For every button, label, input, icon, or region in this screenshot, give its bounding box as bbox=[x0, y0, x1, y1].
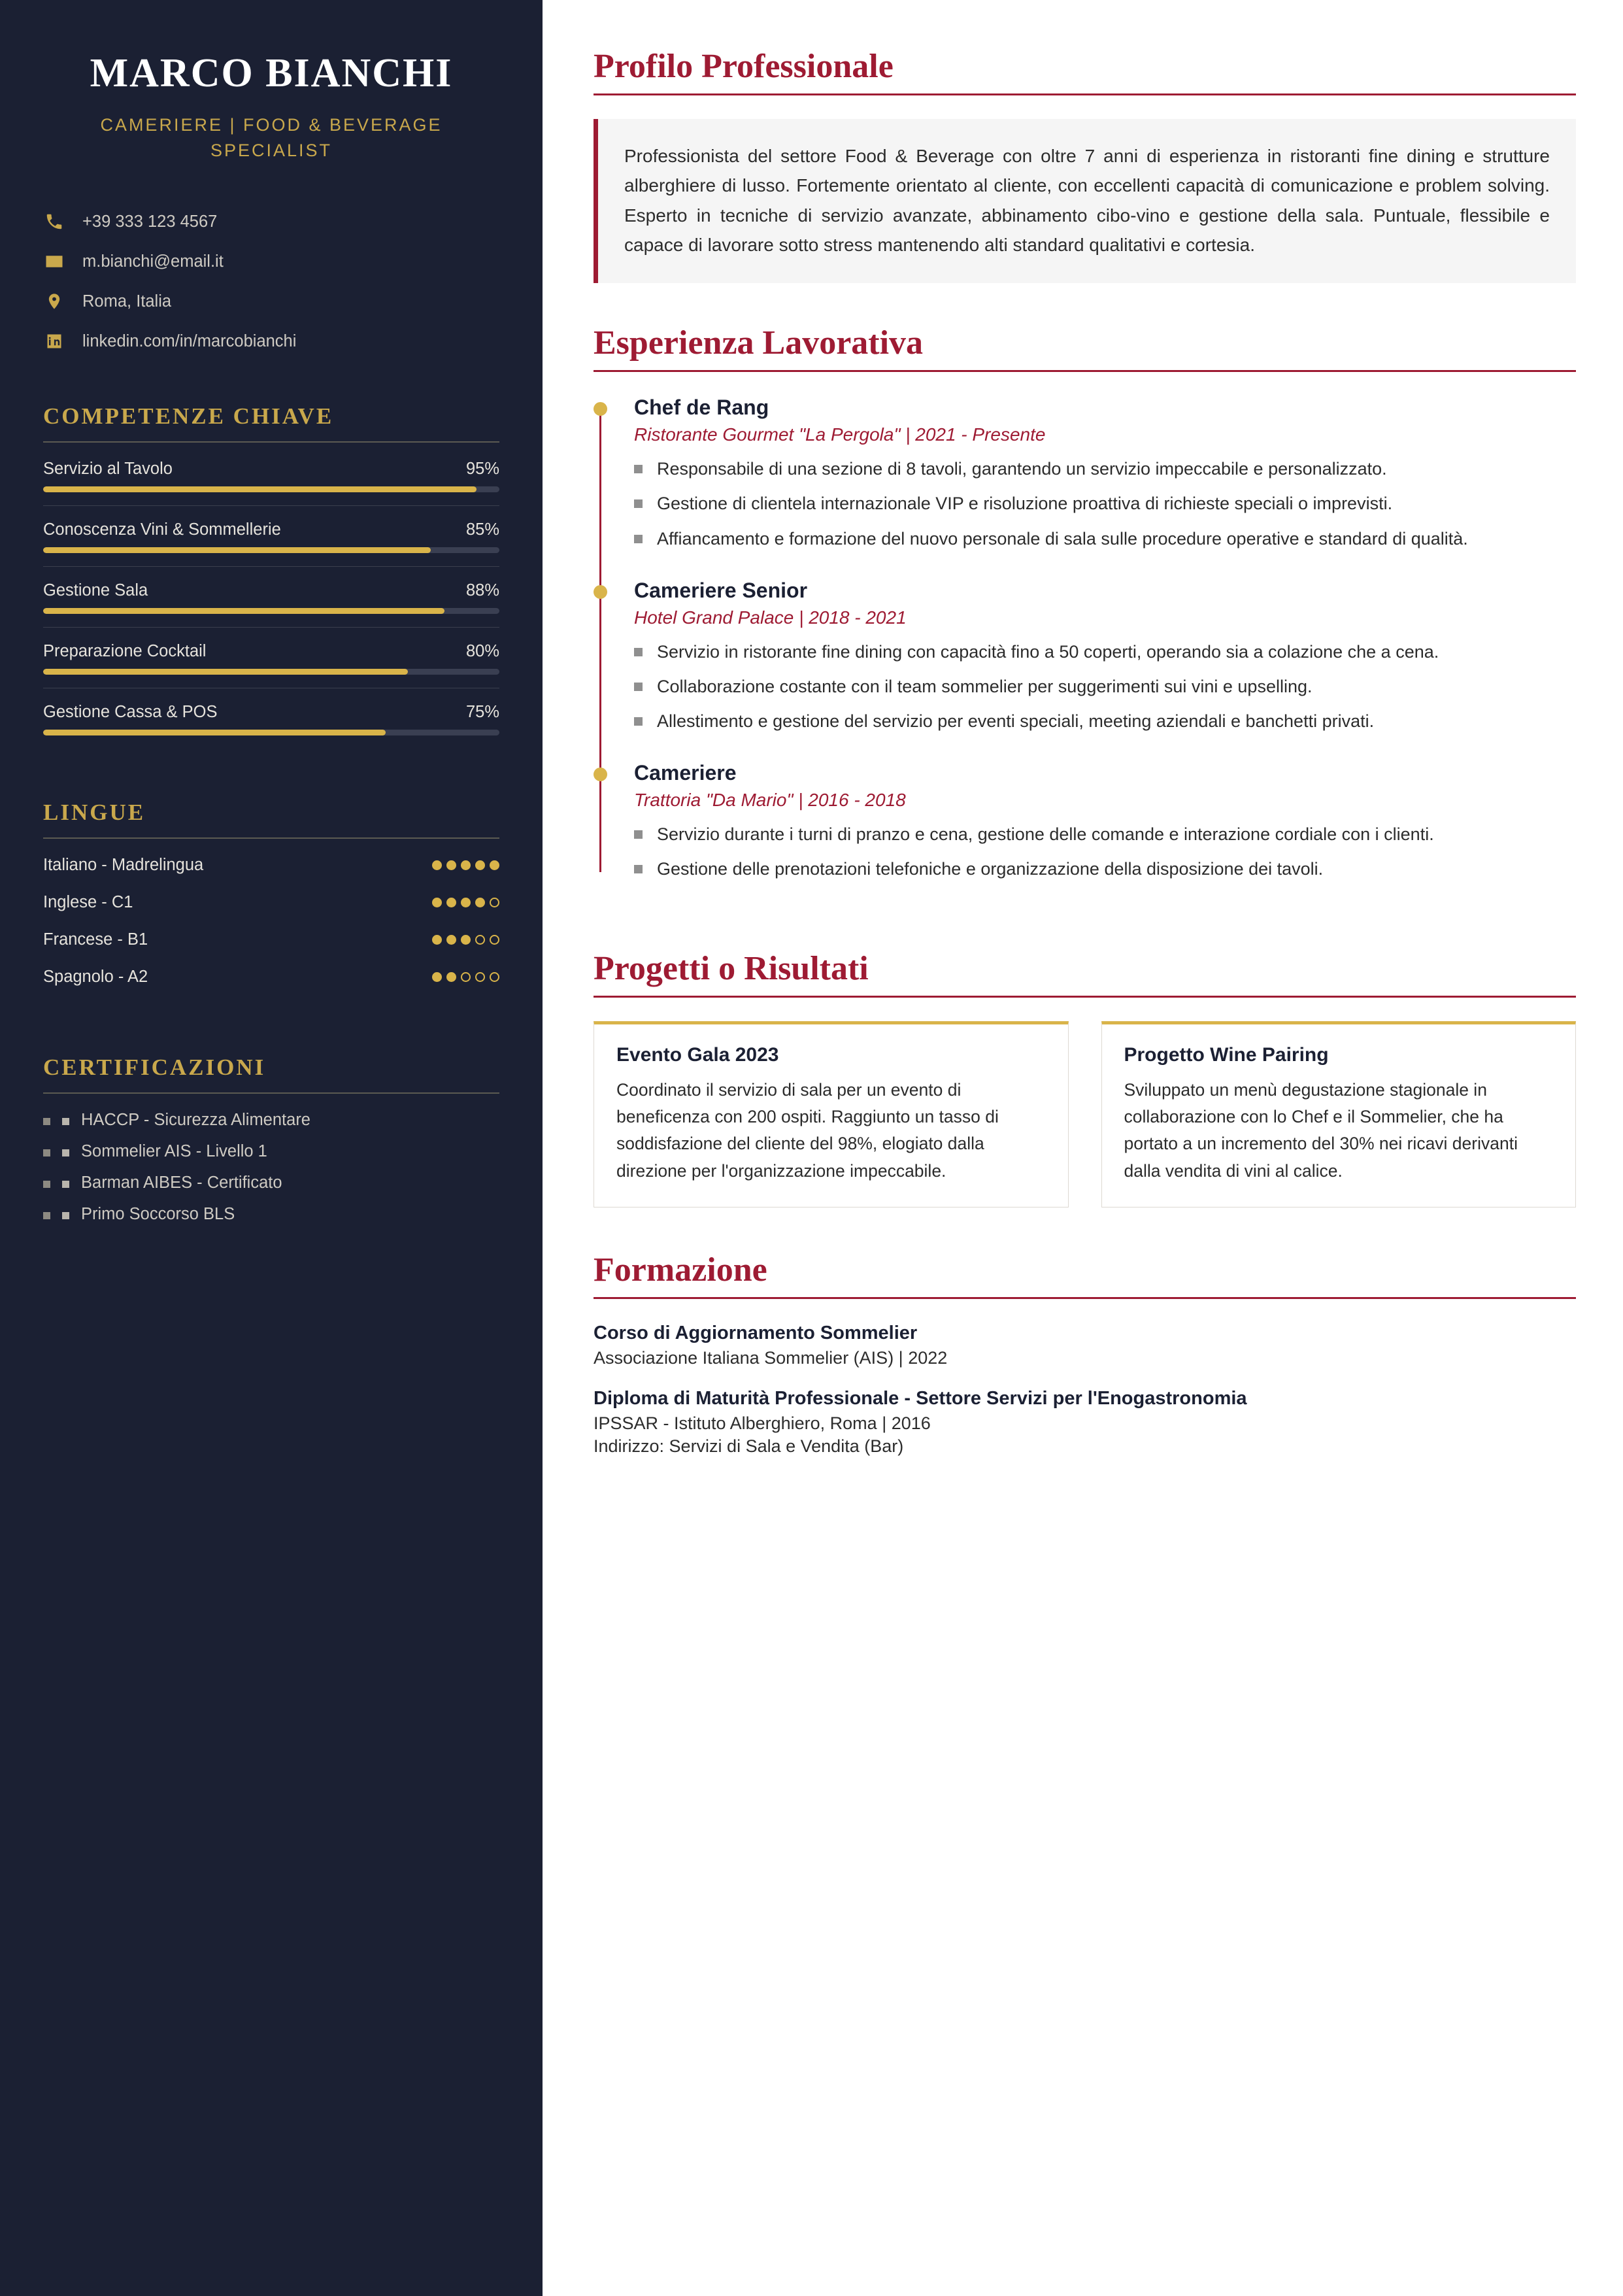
certifications-heading: CERTIFICAZIONI bbox=[43, 1055, 266, 1081]
skill-label: Servizio al Tavolo bbox=[43, 460, 173, 479]
experience-bullet bbox=[634, 856, 1576, 883]
profile-heading: Profilo Professionale bbox=[594, 48, 894, 85]
languages-section bbox=[43, 800, 499, 987]
skill-value: 80% bbox=[465, 642, 499, 661]
experience-bullet-text: Responsabile di una sezione di 8 tavoli, garantendo un servizio impeccabile e personalizzato. bbox=[657, 459, 1387, 479]
skill-bar bbox=[43, 730, 499, 735]
contact-location-text: Roma, Italia bbox=[82, 292, 172, 311]
experience-title: Cameriere Senior bbox=[634, 578, 808, 602]
language-item bbox=[43, 856, 499, 875]
skill-value: 88% bbox=[465, 581, 499, 600]
bullet-square-icon bbox=[634, 830, 643, 839]
languages-heading: LINGUE bbox=[43, 800, 146, 826]
divider bbox=[594, 93, 1576, 95]
education-item bbox=[594, 1323, 1576, 1368]
projects-heading: Progetti o Risultati bbox=[594, 949, 869, 987]
certification-label: Sommelier AIS - Livello 1 bbox=[81, 1142, 267, 1161]
language-label: Spagnolo - A2 bbox=[43, 968, 148, 987]
experience-section bbox=[594, 324, 1576, 882]
education-title: Diploma di Maturità Professionale - Settore Servizi per l'Enogastronomia bbox=[594, 1388, 1247, 1409]
contact-linkedin-text: linkedin.com/in/marcobianchi bbox=[82, 331, 297, 350]
experience-title: Chef de Rang bbox=[634, 396, 769, 420]
experience-bullet-text: Gestione di clientela internazionale VIP e risoluzione proattiva di richieste speciali o imprevisti. bbox=[657, 494, 1393, 514]
skill-item bbox=[43, 581, 499, 628]
divider bbox=[43, 441, 499, 443]
contact-phone-text: +39 333 123 4567 bbox=[82, 212, 218, 231]
candidate-role: CAMERIERE | FOOD & BEVERAGE SPECIALIST bbox=[100, 115, 443, 161]
list-item bbox=[43, 1111, 499, 1130]
experience-bullet bbox=[634, 639, 1576, 666]
experience-bullet bbox=[634, 456, 1576, 482]
linkedin-icon bbox=[43, 330, 65, 352]
skill-label: Preparazione Cocktail bbox=[43, 642, 207, 661]
skill-label: Conoscenza Vini & Sommellerie bbox=[43, 520, 281, 539]
experience-bullet bbox=[634, 821, 1576, 848]
email-icon bbox=[43, 250, 65, 273]
project-body: Coordinato il servizio di sala per un evento di beneficenza con 200 ospiti. Raggiunto un tasso di soddisfazione del cliente del 98%, elogiato dalla direzione per l'organizzazione impeccabile. bbox=[616, 1079, 999, 1181]
bullet-square-icon bbox=[634, 535, 643, 543]
contact-linkedin[interactable] bbox=[43, 330, 499, 352]
project-card bbox=[594, 1021, 1069, 1207]
experience-subtitle: Ristorante Gourmet "La Pergola" | 2021 - Presente bbox=[634, 424, 1046, 445]
experience-item bbox=[634, 579, 1576, 735]
certification-label: Primo Soccorso BLS bbox=[81, 1205, 235, 1224]
list-item bbox=[43, 1142, 499, 1161]
skill-bar bbox=[43, 608, 499, 614]
certifications-section bbox=[43, 1055, 499, 1224]
timeline-dot-icon bbox=[594, 768, 607, 781]
contact-location bbox=[43, 290, 499, 312]
experience-subtitle: Trattoria "Da Mario" | 2016 - 2018 bbox=[634, 789, 906, 810]
profile-text: Professionista del settore Food & Beverage con oltre 7 anni di esperienza in ristoranti fine dining e strutture alberghiere di lusso. Fortemente orientato al cliente, con eccellenti capacità di comunicazione e problem solving. Esperto in tecniche di servizio avanzate, abbinamento cibo-vino e gestione della sala. Puntuale, flessibile e capace di lavorare sotto stress mantenendo alti standard qualitativi e cortesia. bbox=[594, 119, 1576, 283]
experience-bullet-text: Servizio in ristorante fine dining con capacità fino a 50 coperti, operando sia a colazione che a cena. bbox=[657, 641, 1439, 662]
bullet-square-inner-icon bbox=[62, 1212, 69, 1219]
skill-value: 75% bbox=[465, 703, 499, 722]
bullet-square-icon bbox=[43, 1181, 50, 1188]
language-label: Francese - B1 bbox=[43, 930, 148, 949]
contact-phone[interactable] bbox=[43, 211, 499, 233]
bullet-square-icon bbox=[43, 1118, 50, 1125]
bullet-square-icon bbox=[634, 648, 643, 656]
bullet-square-icon bbox=[634, 717, 643, 726]
education-section bbox=[594, 1251, 1576, 1457]
skill-item bbox=[43, 460, 499, 506]
language-level-dots bbox=[432, 935, 499, 945]
bullet-square-icon bbox=[634, 865, 643, 873]
experience-bullet-text: Collaborazione costante con il team sommelier per suggerimenti sui vini e upselling. bbox=[657, 676, 1313, 696]
skill-bar bbox=[43, 486, 499, 492]
experience-item bbox=[634, 761, 1576, 883]
education-item bbox=[594, 1388, 1576, 1457]
divider bbox=[594, 996, 1576, 998]
language-label: Inglese - C1 bbox=[43, 893, 133, 912]
bullet-square-inner-icon bbox=[62, 1181, 69, 1188]
education-subtitle: Associazione Italiana Sommelier (AIS) | 2022 bbox=[594, 1348, 948, 1368]
list-item bbox=[43, 1173, 499, 1192]
certification-label: HACCP - Sicurezza Alimentare bbox=[81, 1111, 310, 1130]
bullet-square-icon bbox=[634, 465, 643, 473]
experience-item bbox=[634, 396, 1576, 552]
education-subtitle: IPSSAR - Istituto Alberghiero, Roma | 2016 bbox=[594, 1413, 931, 1433]
language-label: Italiano - Madrelingua bbox=[43, 856, 204, 875]
project-title: Evento Gala 2023 bbox=[616, 1043, 779, 1066]
experience-bullet bbox=[634, 490, 1576, 517]
skill-label: Gestione Cassa & POS bbox=[43, 703, 218, 722]
skill-item bbox=[43, 703, 499, 735]
bullet-square-inner-icon bbox=[62, 1118, 69, 1125]
experience-bullet-text: Affiancamento e formazione del nuovo personale di sala sulle procedure operative e standard di qualità. bbox=[657, 528, 1468, 549]
experience-bullet-text: Servizio durante i turni di pranzo e cena, gestione delle comande e interazione cordiale con i clienti. bbox=[657, 824, 1434, 844]
language-level-dots bbox=[432, 898, 499, 907]
language-item bbox=[43, 968, 499, 987]
education-title: Corso di Aggiornamento Sommelier bbox=[594, 1323, 918, 1343]
skill-label: Gestione Sala bbox=[43, 581, 148, 600]
skill-bar bbox=[43, 547, 499, 553]
bullet-square-icon bbox=[43, 1212, 50, 1219]
experience-bullet bbox=[634, 526, 1576, 552]
skill-item bbox=[43, 642, 499, 688]
skill-bar bbox=[43, 669, 499, 675]
contact-email[interactable] bbox=[43, 250, 499, 273]
skill-item bbox=[43, 520, 499, 567]
experience-bullet bbox=[634, 673, 1576, 700]
language-item bbox=[43, 930, 499, 949]
project-body: Sviluppato un menù degustazione stagionale in collaborazione con lo Chef e il Sommelier, che ha portato a un incremento del 30% nei ricavi derivanti dalla vendita di vini al calice. bbox=[1124, 1079, 1518, 1181]
sidebar bbox=[0, 0, 543, 2296]
language-level-dots bbox=[432, 972, 499, 982]
timeline-line bbox=[599, 405, 601, 871]
candidate-name: MARCO BIANCHI bbox=[90, 51, 453, 95]
profile-section bbox=[594, 47, 1576, 283]
certification-label: Barman AIBES - Certificato bbox=[81, 1173, 282, 1192]
experience-subtitle: Hotel Grand Palace | 2018 - 2021 bbox=[634, 607, 907, 628]
project-title: Progetto Wine Pairing bbox=[1124, 1043, 1329, 1066]
bullet-square-icon bbox=[634, 499, 643, 508]
divider bbox=[43, 1092, 499, 1094]
main-column bbox=[543, 0, 1623, 2296]
bullet-square-inner-icon bbox=[62, 1149, 69, 1156]
list-item bbox=[43, 1205, 499, 1224]
divider bbox=[594, 1297, 1576, 1299]
education-heading: Formazione bbox=[594, 1251, 767, 1289]
experience-bullet-text: Gestione delle prenotazioni telefoniche e organizzazione della disposizione dei tavoli. bbox=[657, 858, 1324, 879]
timeline-dot-icon bbox=[594, 585, 607, 599]
contact-list bbox=[43, 211, 499, 352]
education-detail: Indirizzo: Servizi di Sala e Vendita (Bar) bbox=[594, 1436, 904, 1456]
divider bbox=[594, 370, 1576, 372]
language-item bbox=[43, 893, 499, 912]
divider bbox=[43, 837, 499, 839]
skills-section bbox=[43, 403, 499, 735]
bullet-square-icon bbox=[634, 683, 643, 691]
project-card bbox=[1101, 1021, 1577, 1207]
experience-heading: Esperienza Lavorativa bbox=[594, 324, 924, 362]
skill-value: 85% bbox=[465, 520, 499, 539]
skill-value: 95% bbox=[465, 460, 499, 479]
language-level-dots bbox=[432, 860, 499, 870]
experience-title: Cameriere bbox=[634, 760, 737, 785]
projects-section bbox=[594, 949, 1576, 1207]
contact-email-text: m.bianchi@email.it bbox=[82, 252, 224, 271]
phone-icon bbox=[43, 211, 65, 233]
experience-bullet-text: Allestimento e gestione del servizio per eventi speciali, meeting aziendali e banchetti privati. bbox=[657, 711, 1375, 731]
timeline-dot-icon bbox=[594, 402, 607, 416]
bullet-square-icon bbox=[43, 1149, 50, 1156]
location-pin-icon bbox=[43, 290, 65, 312]
experience-bullet bbox=[634, 708, 1576, 735]
skills-heading: COMPETENZE CHIAVE bbox=[43, 403, 334, 430]
